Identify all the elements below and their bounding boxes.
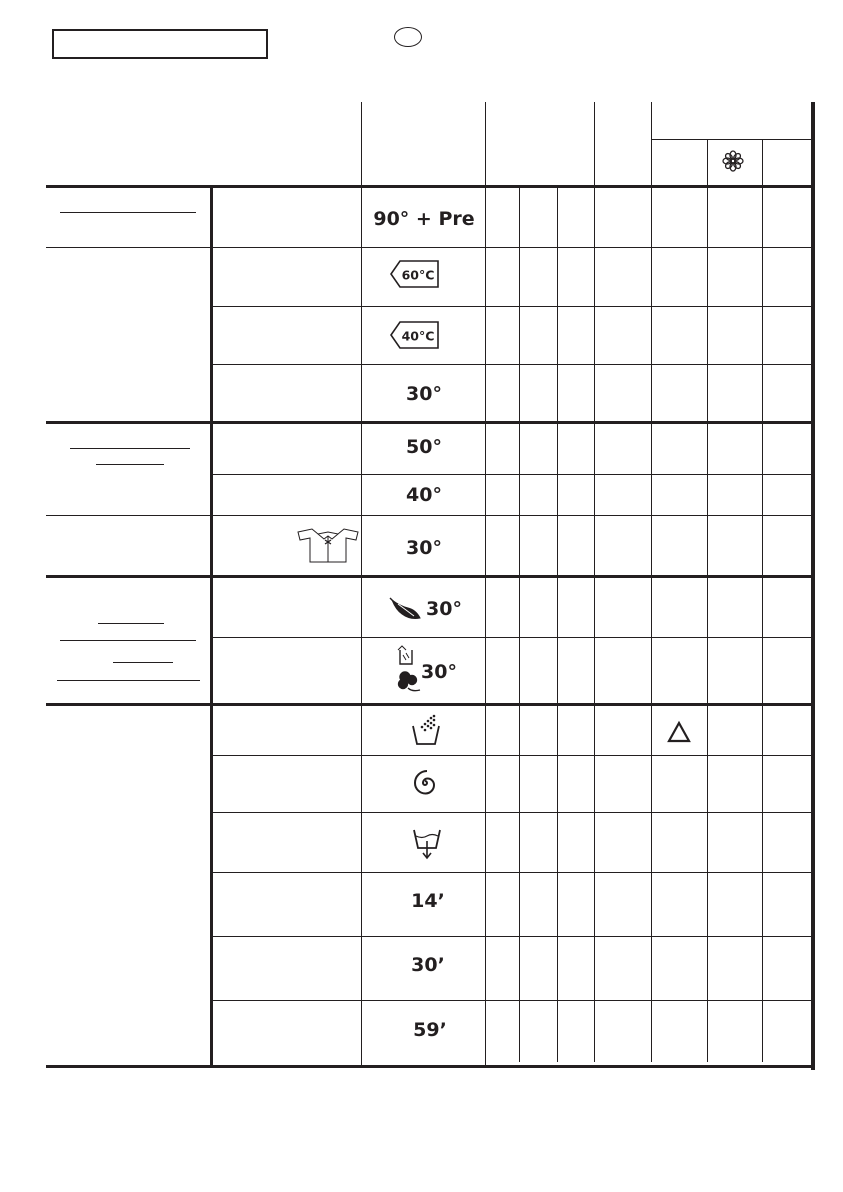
row-separator [212, 812, 813, 813]
flower-icon [722, 150, 744, 172]
row-separator [212, 306, 813, 307]
group-separator [46, 185, 815, 188]
group-separator [46, 421, 815, 424]
tag-40-icon [390, 321, 440, 349]
column-divider [557, 186, 558, 1062]
row-temperature: 30° [406, 537, 442, 559]
header-badge [394, 27, 422, 47]
header-subdivider [707, 139, 708, 186]
header-divider [361, 102, 362, 186]
group-label-underline [60, 212, 196, 213]
row-separator [212, 1000, 813, 1001]
header-subdivider [651, 139, 813, 140]
spin-icon [410, 768, 440, 798]
hand-wash-wool-icon [394, 646, 424, 694]
row-temperature: 30° [426, 598, 462, 620]
row-temperature: 50° [406, 436, 442, 458]
rinse-icon [411, 714, 441, 746]
column-divider [762, 186, 763, 1062]
tag-60-icon [390, 260, 440, 288]
feather-icon [388, 596, 426, 624]
row-temperature: 30° [421, 661, 457, 683]
row-separator [212, 872, 813, 873]
group-label-underline [70, 448, 190, 449]
table-bottom-border [46, 1065, 815, 1068]
column-divider [707, 186, 708, 1062]
shirt-icon [296, 528, 360, 564]
row-temperature: 30° [406, 383, 442, 405]
column-divider [594, 186, 595, 1062]
row-separator [212, 936, 813, 937]
group-label-underline [98, 623, 164, 624]
row-temperature: 59’ [413, 1019, 447, 1041]
group-label-underline [96, 464, 164, 465]
row-separator [212, 637, 813, 638]
tag-60-text: 60°C [401, 267, 435, 283]
row-temperature: 40° [406, 484, 442, 506]
group-thin-separator [46, 515, 813, 516]
row-temperature: 14’ [411, 890, 445, 912]
group-separator [46, 575, 815, 578]
group-thin-separator [46, 247, 813, 248]
header-divider [651, 102, 652, 186]
row-temperature: 30’ [411, 954, 445, 976]
row-separator [212, 755, 813, 756]
row-separator [212, 474, 813, 475]
group-label-underline [57, 680, 200, 681]
group-label-underline [113, 662, 173, 663]
header-label-box [52, 29, 268, 59]
triangle-icon [667, 721, 691, 743]
column-divider [519, 186, 520, 1062]
tag-40-text: 40°C [401, 328, 435, 344]
column-divider [651, 186, 652, 1062]
header-divider [485, 102, 486, 186]
header-subdivider [762, 139, 763, 186]
header-divider [594, 102, 595, 186]
group-separator [46, 703, 815, 706]
group-label-underline [60, 640, 196, 641]
row-separator [212, 364, 813, 365]
drain-icon [412, 828, 442, 860]
row-temperature: 90° + Pre [373, 208, 475, 230]
